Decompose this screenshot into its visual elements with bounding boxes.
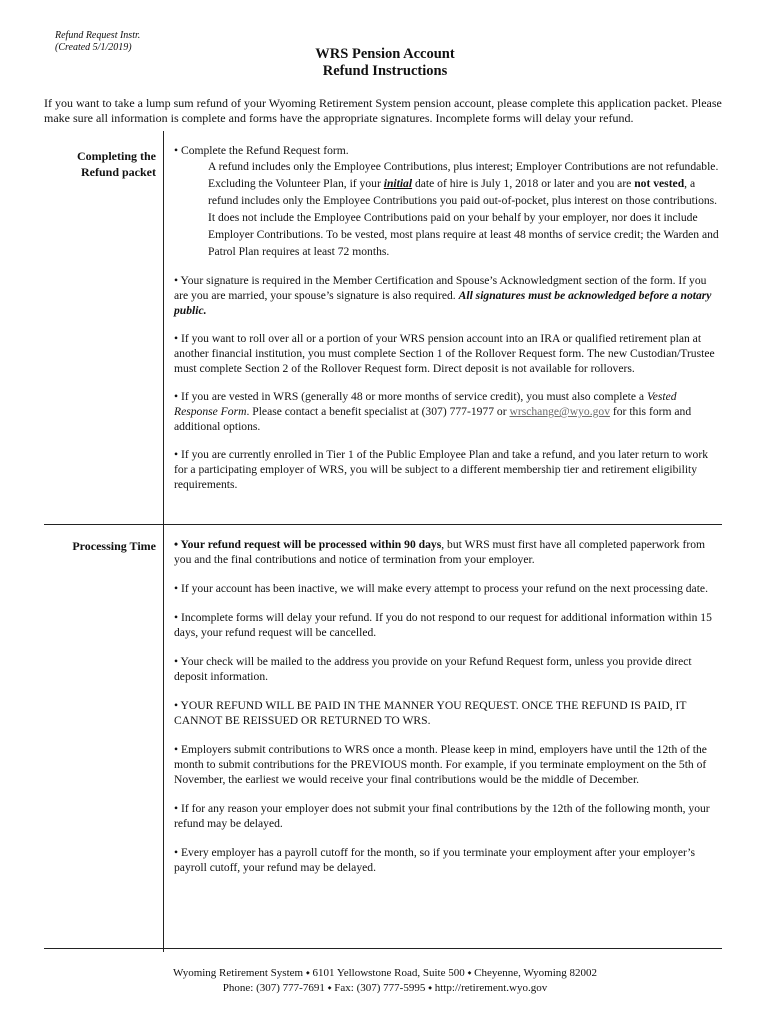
section-divider [44, 524, 722, 525]
section-processing [174, 537, 722, 875]
title-line-2: Refund Instructions [322, 63, 448, 79]
bullet-inactive: • If your account has been inactive, we will make every attempt to process your refund on the next processing date. [174, 582, 708, 595]
refund-explanation: A refund includes only the Employee Contributions, plus interest; Employer Contributions are not refundable. Excluding the Volunteer Plan, if your initial date of hire is July 1, 2018 or later and you are not vested, a refund includes only the Employee Contributions you paid out-of-pocket, plus interest on those contributions. It does not include the Employee Contributions paid on your behalf by your employer, nor does it include Employer Contributions. To be vested, most plans require at least 48 months of service credit; the Warden and Patrol Plan requires at least 72 months. [208, 160, 719, 258]
bullet-employer-contributions: • Employers submit contributions to WRS once a month. Please keep in mind, employers have until the 12th of the month to submit contributions for the PREVIOUS month. For example, if you terminate employment on the 5th of November, the earliest we would receive your final contributions would be the middle of December. [174, 743, 707, 786]
footer [0, 966, 770, 996]
bullet-check-mailed: • Your check will be mailed to the address you provide on your Refund Request form, unless you provide direct deposit information. [174, 655, 692, 683]
column-divider [163, 131, 164, 952]
page-title [0, 46, 770, 80]
email-link[interactable]: wrschange@wyo.gov [509, 405, 610, 418]
bullet-vested: • If you are vested in WRS (generally 48 or more months of service credit), you must also complete a Vested Response Form. Please contact a benefit specialist at (307) 777-1977 or wrschange@wyo.gov for this form and additional options. [174, 390, 692, 433]
footer-address: Wyoming Retirement System ⬩ 6101 Yellowstone Road, Suite 500 ⬩ Cheyenne, Wyoming 82002 [172, 967, 598, 979]
doc-id: Refund Request Instr. [55, 30, 141, 41]
bullet-final-contributions: • If for any reason your employer does not submit your final contributions by the 12th of the following month, your refund may be delayed. [174, 802, 710, 830]
intro-paragraph: If you want to take a lump sum refund of your Wyoming Retirement System pension account, please complete this application packet. Please make sure all information is complete and forms have the appropriate signatures. Incomplete forms will delay your refund. [44, 96, 722, 125]
bullet-rollover: • If you want to roll over all or a portion of your WRS pension account into an IRA or qualified retirement plan at another financial institution, you must complete Section 1 of the Rollover Request form. The new Custodian/Trustee must complete Section 2 of the Rollover Request form. Direct deposit is not available for rollovers. [174, 332, 715, 375]
title-line-1: WRS Pension Account [315, 46, 455, 62]
section-label-processing: Processing Time [72, 539, 156, 553]
bullet-complete-form: • Complete the Refund Request form. [174, 144, 349, 157]
footer-divider [44, 948, 722, 949]
bullet-payroll-cutoff: • Every employer has a payroll cutoff for the month, so if you terminate your employment after your employer’s payroll cutoff, your refund may be delayed. [174, 846, 696, 874]
bullet-incomplete: • Incomplete forms will delay your refund. If you do not respond to our request for additional information within 15 days, your refund request will be cancelled. [174, 611, 712, 639]
bullet-tier1: • If you are currently enrolled in Tier 1 of the Public Employee Plan and take a refund, and you later return to work for a participating employer of WRS, you will be subject to a different membership tier and retirement eligibility requirements. [174, 448, 708, 491]
section-label-completing: Completing the Refund packet [77, 149, 156, 179]
section-completing [174, 143, 722, 492]
bullet-90-days: • Your refund request will be processed within 90 days, but WRS must first have all completed paperwork from you and the final contributions and notice of termination from your employer. [174, 538, 706, 566]
bullet-paid-manner: • YOUR REFUND WILL BE PAID IN THE MANNER YOU REQUEST. ONCE THE REFUND IS PAID, IT CANNOT BE REISSUED OR RETURNED TO WRS. [174, 699, 687, 727]
bullet-signature: • Your signature is required in the Member Certification and Spouse’s Acknowledgment section of the form. If you are you are married, your spouse’s signature is also required. All signatures must be acknowledged before a notary public. [174, 274, 712, 317]
footer-contact: Phone: (307) 777-7691 ⬩ Fax: (307) 777-5995 ⬩ http://retirement.wyo.gov [222, 982, 548, 994]
created-date: (Created 5/1/2019) [55, 42, 132, 53]
